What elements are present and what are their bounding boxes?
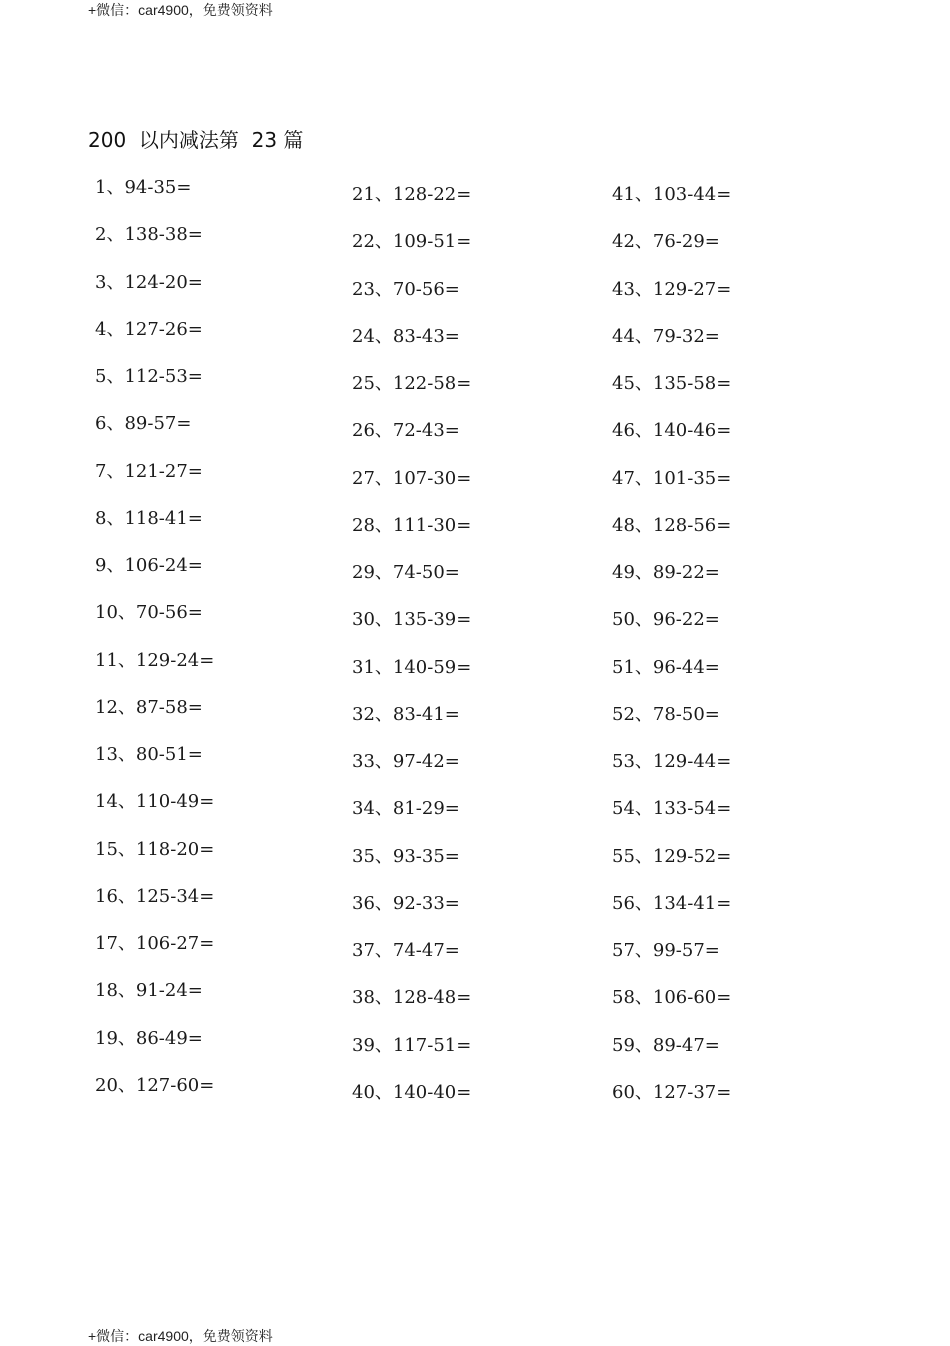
problem-item: 53、129-44=	[612, 751, 732, 772]
problem-item: 57、99-57=	[612, 940, 720, 961]
problem-item: 26、72-43=	[352, 420, 460, 442]
problem-item: 2、138-38=	[95, 224, 203, 246]
problem-column-2	[352, 183, 471, 1128]
problem-column-3	[612, 183, 731, 1128]
problem-item: 39、117-51=	[352, 1034, 472, 1056]
problem-item: 55、129-52=	[612, 845, 732, 867]
problem-item: 47、101-35=	[612, 467, 732, 489]
problem-item: 46、140-46=	[612, 420, 732, 442]
problem-item: 43、129-27=	[612, 278, 732, 300]
problem-item: 27、107-30=	[352, 467, 472, 489]
problem-item: 21、128-22=	[352, 184, 472, 205]
problem-item: 24、83-43=	[352, 325, 460, 347]
problem-item: 58、106-60=	[612, 987, 732, 1009]
page-title: 200 以内减法第 23 篇	[88, 128, 304, 152]
problem-item: 7、121-27=	[95, 460, 203, 482]
problem-item: 44、79-32=	[612, 325, 720, 347]
problem-item: 41、103-44=	[612, 184, 732, 205]
problem-item: 6、89-57=	[95, 413, 192, 435]
problem-item: 28、111-30=	[352, 514, 472, 536]
problem-item: 14、110-49=	[95, 791, 215, 813]
problem-item: 17、106-27=	[95, 933, 215, 954]
problem-item: 20、127-60=	[95, 1074, 215, 1096]
problem-item: 16、125-34=	[95, 885, 215, 907]
problem-item: 19、86-49=	[95, 1027, 203, 1049]
problem-item: 49、89-22=	[612, 562, 720, 583]
problem-item: 50、96-22=	[612, 609, 720, 631]
header-watermark: +微信：car4900，免费领资料	[88, 2, 273, 18]
problem-item: 54、133-54=	[612, 798, 732, 820]
problem-item: 56、134-41=	[612, 892, 732, 914]
problem-item: 37、74-47=	[352, 940, 460, 961]
problem-item: 11、129-24=	[95, 649, 215, 671]
problem-item: 18、91-24=	[95, 980, 203, 1002]
problem-item: 34、81-29=	[352, 798, 460, 820]
problem-item: 8、118-41=	[95, 507, 203, 529]
problem-item: 3、124-20=	[95, 271, 203, 293]
problem-item: 40、140-40=	[352, 1081, 472, 1103]
problem-item: 33、97-42=	[352, 751, 460, 772]
problem-item: 15、118-20=	[95, 838, 215, 860]
problem-item: 45、135-58=	[612, 373, 732, 394]
problem-item: 22、109-51=	[352, 231, 472, 253]
problem-item: 30、135-39=	[352, 609, 472, 631]
problem-item: 9、106-24=	[95, 555, 203, 576]
problem-item: 48、128-56=	[612, 514, 732, 536]
problem-item: 52、78-50=	[612, 703, 720, 725]
problem-item: 31、140-59=	[352, 656, 472, 678]
problem-item: 25、122-58=	[352, 373, 472, 394]
problem-item: 1、94-35=	[95, 177, 192, 198]
problem-column-1	[95, 176, 214, 1121]
problem-item: 12、87-58=	[95, 696, 203, 718]
problem-item: 29、74-50=	[352, 562, 460, 583]
problem-item: 5、112-53=	[95, 366, 203, 387]
problem-item: 13、80-51=	[95, 744, 203, 765]
problem-item: 42、76-29=	[612, 231, 720, 253]
problem-item: 32、83-41=	[352, 703, 460, 725]
problem-item: 51、96-44=	[612, 656, 720, 678]
problem-item: 23、70-56=	[352, 278, 460, 300]
problem-item: 10、70-56=	[95, 602, 203, 624]
problem-item: 38、128-48=	[352, 987, 472, 1009]
problem-item: 60、127-37=	[612, 1081, 732, 1103]
footer-watermark: +微信：car4900，免费领资料	[88, 1328, 273, 1344]
problem-item: 59、89-47=	[612, 1034, 720, 1056]
problem-item: 36、92-33=	[352, 892, 460, 914]
problem-item: 35、93-35=	[352, 845, 460, 867]
problem-item: 4、127-26=	[95, 318, 203, 340]
